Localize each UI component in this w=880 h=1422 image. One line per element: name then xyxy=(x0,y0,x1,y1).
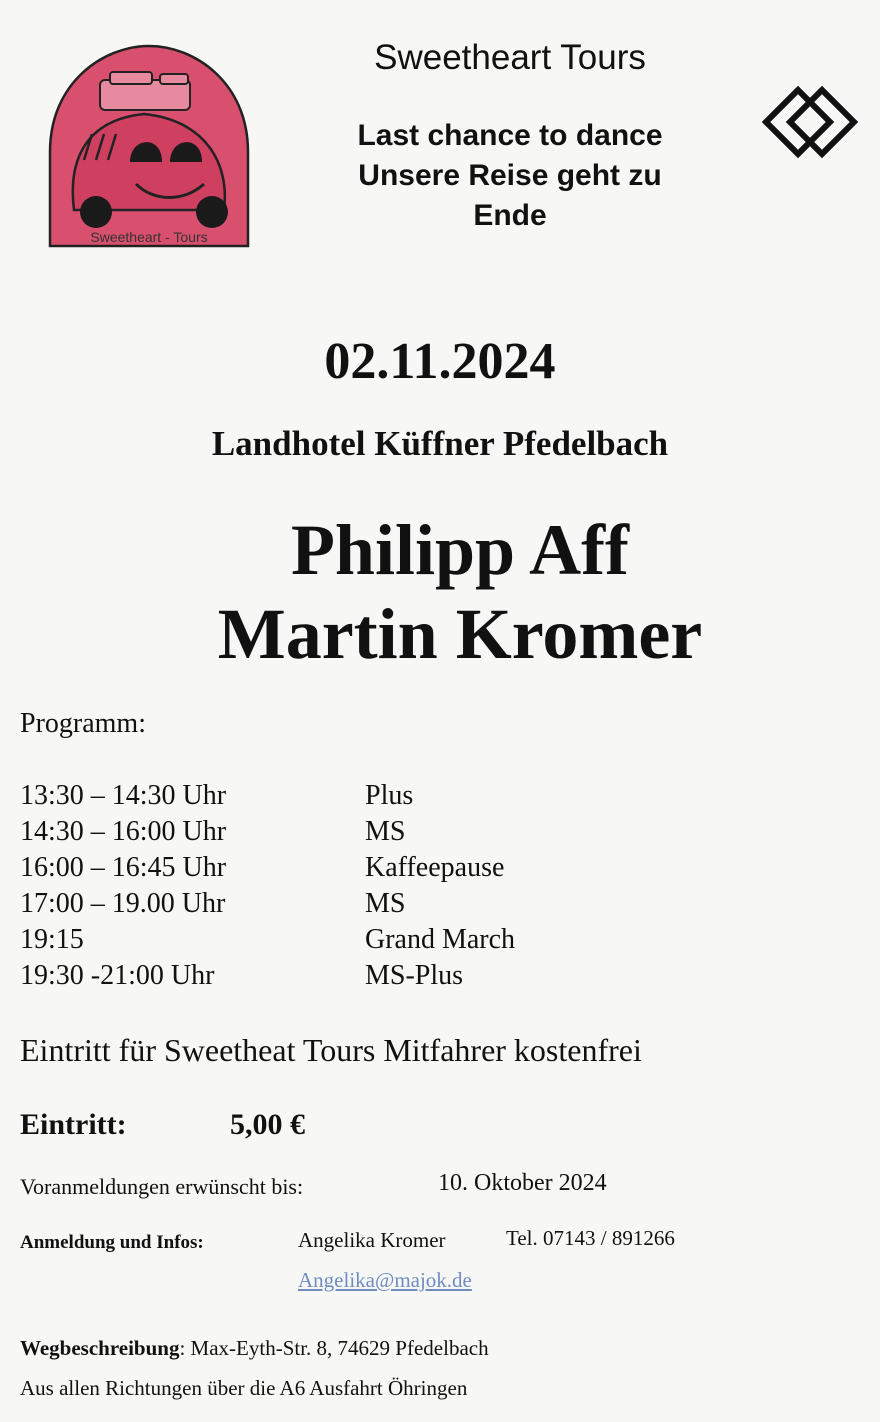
schedule-activity: Kaffeepause xyxy=(365,852,505,883)
sweetheart-tours-logo xyxy=(44,42,254,252)
contact-name: Angelika Kromer xyxy=(298,1228,446,1252)
schedule-activity: MS xyxy=(365,816,406,847)
contact-phone: Tel. 07143 / 891266 xyxy=(506,1226,675,1250)
schedule-activity: MS xyxy=(365,888,406,919)
tagline-line-2: Unsere Reise geht zu xyxy=(358,159,662,192)
interlocking-diamonds-icon xyxy=(762,86,858,158)
schedule-activity: Grand March xyxy=(365,924,516,955)
schedule-time: 19:30 -21:00 Uhr xyxy=(20,960,215,991)
fee-value: 5,00 € xyxy=(230,1108,305,1141)
brand-name: Sweetheart Tours xyxy=(374,38,646,77)
directions-address: : Max-Eyth-Str. 8, 74629 Pfedelbach xyxy=(179,1336,489,1360)
schedule-time: 14:30 – 16:00 Uhr xyxy=(20,816,227,847)
schedule-activity: Plus xyxy=(365,780,414,811)
schedule-time: 13:30 – 14:30 Uhr xyxy=(20,780,227,811)
callers xyxy=(0,508,880,676)
registration-deadline-label: Voranmeldungen erwünscht bis: xyxy=(20,1174,304,1199)
tagline xyxy=(300,116,720,236)
tagline-line-3: Ende xyxy=(473,199,547,232)
registration-deadline: 10. Oktober 2024 xyxy=(438,1170,607,1196)
caller-1: Philipp Aff xyxy=(290,510,630,590)
caller-2: Martin Kromer xyxy=(217,594,703,674)
schedule-activity: MS-Plus xyxy=(365,960,464,991)
logo-text: Sweetheart - Tours xyxy=(90,229,208,245)
directions xyxy=(20,1336,489,1361)
directions-route: Aus allen Richtungen über die A6 Ausfahrt Öhringen xyxy=(20,1376,468,1400)
schedule-time: 19:15 xyxy=(20,924,84,955)
tagline-line-1: Last chance to dance xyxy=(357,119,663,152)
schedule-time: 16:00 – 16:45 Uhr xyxy=(20,852,227,883)
info-label: Anmeldung und Infos: xyxy=(20,1232,204,1253)
directions-label: Wegbeschreibung xyxy=(20,1336,180,1360)
event-venue: Landhotel Küffner Pfedelbach xyxy=(211,424,669,463)
schedule-time: 17:00 – 19.00 Uhr xyxy=(20,888,226,919)
free-entry-note: Eintritt für Sweetheat Tours Mitfahrer kostenfrei xyxy=(20,1032,642,1068)
fee-label: Eintritt: xyxy=(20,1108,127,1141)
event-date: 02.11.2024 xyxy=(324,333,556,390)
contact-email-link[interactable]: Angelika@majok.de xyxy=(298,1268,472,1292)
program-title: Programm: xyxy=(20,708,146,739)
